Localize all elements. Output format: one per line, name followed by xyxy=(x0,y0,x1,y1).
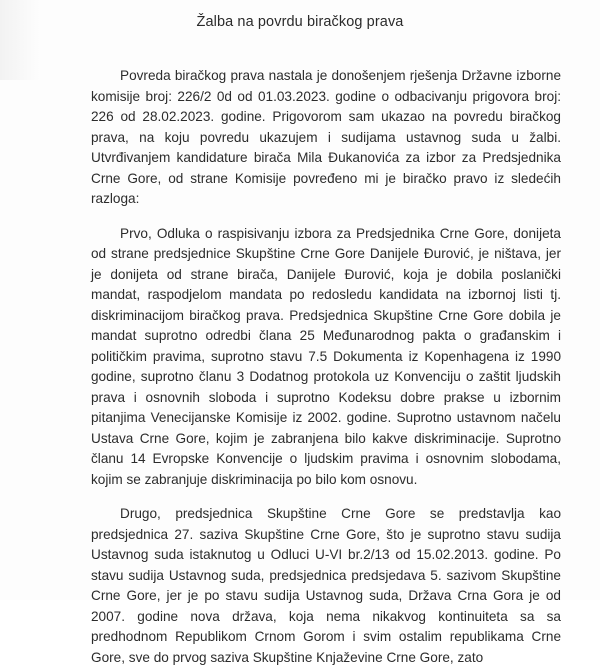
paragraph-second-reason: Drugo, predsjednica Skupštine Crne Gore se predstavlja kao predsjednica 27. saziva Skupštine Crne Gore, što je suprotno stavu sudija Ustavnog suda istaknutog u Odluci U-VI br.2/13 od 15.02.2013. godine. Po stavu sudija Ustavnog suda, predsjednica predsjedava 5. sazivom Skupštine Crne Gore, jer je po stavu sudija Ustavnog suda, Država Crna Gora je od 2007. godine nova država, koja nema nikakvog kontinuiteta sa sa predhodnom Republikom Crnom Gorom i svim ostalim republikama Crne Gore, sve do prvog saziva Skupštine Knjaževine Crne Gore, zato xyxy=(91,506,561,665)
paragraph-intro: Povreda biračkog prava nastala je donošenjem rješenja Državne izborne komisije broj: 226/2 0d od 01.03.2023. godine o odbacivanju prigovora broj: 226 od 28.02.2023. godine. Prigovorom sam ukazao na povredu biračkog prava, na koju povredu ukazujem i sudijama ustavnog suda u žalbi. Utvrđivanjem kandidature birača Mila Đukanovića za izbor za Predsjednika Crne Gore, od strane Komisije povređeno mi je biračko pravo iz sledećih razloga: xyxy=(91,68,561,206)
scan-shadow xyxy=(0,0,40,80)
document-body xyxy=(91,66,561,668)
document-title: Žalba na povrdu biračkog prava xyxy=(196,14,404,30)
paragraph-first-reason: Prvo, Odluka o raspisivanju izbora za Predsjednika Crne Gore, donijeta od strane predsjednice Skupštine Crne Gore Danijele Đurović, je ništava, jer je donijeta od strane birača, Danijele Đurović, koja je dobila poslanički mandat, raspodjelom mandata po redosledu kandidata na izbornoj listi tj. diskriminacijom biračkog prava. Predsjednica Skupštine Crne Gore dobila je mandat suprotno odredbi člana 25 Međunarodnog pakta o građanskim i političkim pravima, suprotno stavu 7.5 Dokumenta iz Kopenhagena iz 1990 godine, suprotno članu 3 Dodatnog protokola uz Konvenciju o zaštit ljudskih prava i osnovnih sloboda i suprotno Kodeksu dobre prakse u izbornim pitanjima Venecijanske Komisije iz 2002. godine. Suprotno ustavnom načelu Ustava Crne Gore, kojim je zabranjena bilo kakve diskriminacije. Suprotno članu 14 Evropske Konvencije o ljudskim pravima i osnovnim slobodama, kojim se zabranjuje diskriminacija po bilo kom osnovu. xyxy=(91,225,561,487)
